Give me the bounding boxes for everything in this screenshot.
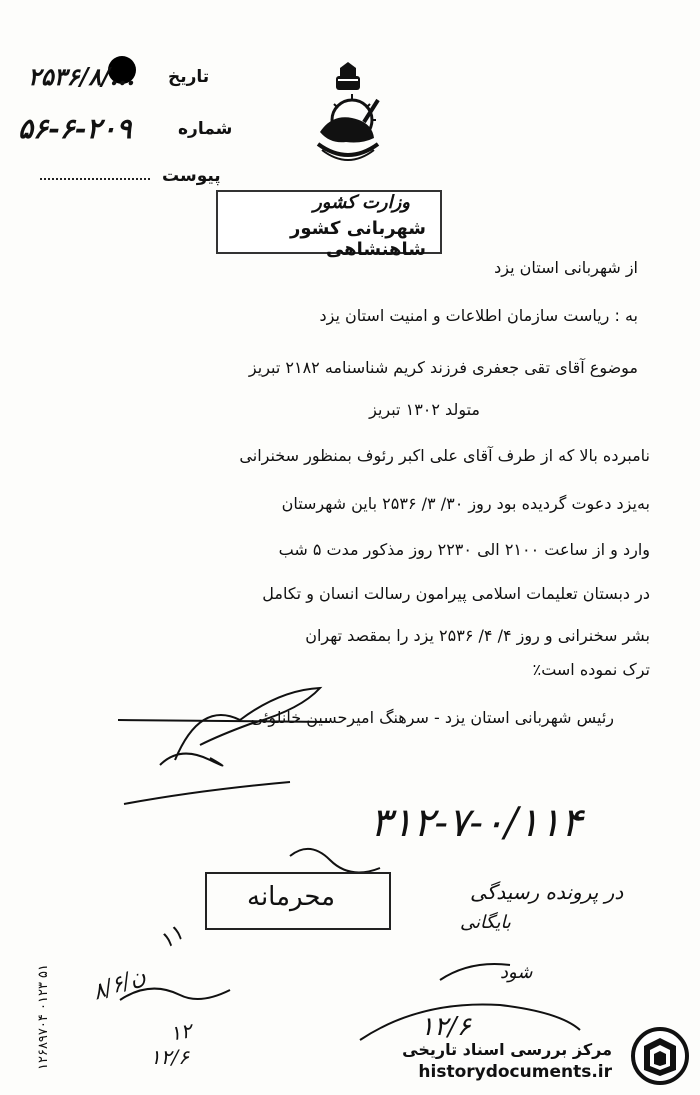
enclosure-label: پیوست <box>162 166 221 186</box>
handwritten-note: ۱۱ <box>154 920 189 955</box>
confidential-stamp <box>205 872 391 930</box>
birth-line: متولد ۱۳۰۲ تبریز <box>369 400 480 419</box>
handwritten-note: بایگانی <box>460 912 511 933</box>
police-name: شهربانی کشور شاهنشاهی <box>290 218 426 260</box>
body-line: وارد و از ساعت ۲۱۰۰ الی ۲۲۳۰ روز مذکور مدت ۵ شب <box>278 540 650 559</box>
ministry-name: وزارت کشور <box>313 192 410 213</box>
signature-title: رئیس شهربانی استان یزد - سرهنگ امیرحسین خانلوئی <box>250 708 614 727</box>
body-line: بشر سخنرانی و روز ۴/ ۴/ ۲۵۳۶ یزد را بمقصد تهران <box>305 626 650 645</box>
watermark-url: historydocuments.ir <box>418 1062 612 1082</box>
enclosure-dotted-line <box>40 178 150 180</box>
lion-and-sun-emblem-icon <box>312 62 384 172</box>
handwritten-note: شود <box>500 962 533 983</box>
body-line: در دبستان تعلیمات اسلامی پیرامون رسالت انسان و تکامل <box>262 584 650 603</box>
date-value: ۲۵۳۶/۸/... <box>28 62 136 91</box>
from-line: از شهربانی استان یزد <box>494 258 638 277</box>
handwritten-note: در پرونده رسیدگی <box>470 880 624 904</box>
body-line: به‌یزد دعوت گردیده بود روز ۳۰/ ۳/ ۲۵۳۶ باین شهرستان <box>281 494 650 513</box>
handwritten-note: ۱۲/۶ <box>420 1012 471 1042</box>
body-line: نامبرده بالا که از طرف آقای علی اکبر رئوف بمنظور سخنرانی <box>239 446 650 465</box>
handwritten-note: ۱۲ <box>168 1018 194 1046</box>
number-label: شماره <box>178 119 233 139</box>
handwritten-note: ۸/۶/ن <box>89 963 150 1006</box>
watermark-name: مرکز بررسی اسناد تاریخی <box>402 1040 612 1059</box>
handwritten-note: ۱۲/۶ <box>150 1045 189 1069</box>
body-line: ترک نموده است٪ <box>532 660 650 679</box>
file-number-handwritten: ۳۱۲-۷-۰/۱۱۴ <box>370 800 583 846</box>
archive-logo-icon <box>630 1024 690 1088</box>
subject-line: موضوع آقای تقی جعفری فرزند کریم شناسنامه ۲۱۸۲ تبریز <box>248 358 638 377</box>
ministry-header-box <box>216 190 442 260</box>
to-line: به : ریاست سازمان اطلاعات و امنیت استان یزد <box>319 306 638 325</box>
number-value: ۵۶-۶-۲۰۹ <box>18 112 132 145</box>
date-label: تاریخ <box>168 67 210 87</box>
side-archive-code: ‎۱۲۶۸۹۷۰۴ ۰۱۲۳ ۵۱ <box>36 963 51 1070</box>
confidential-stamp-text: محرمانه <box>247 882 336 912</box>
